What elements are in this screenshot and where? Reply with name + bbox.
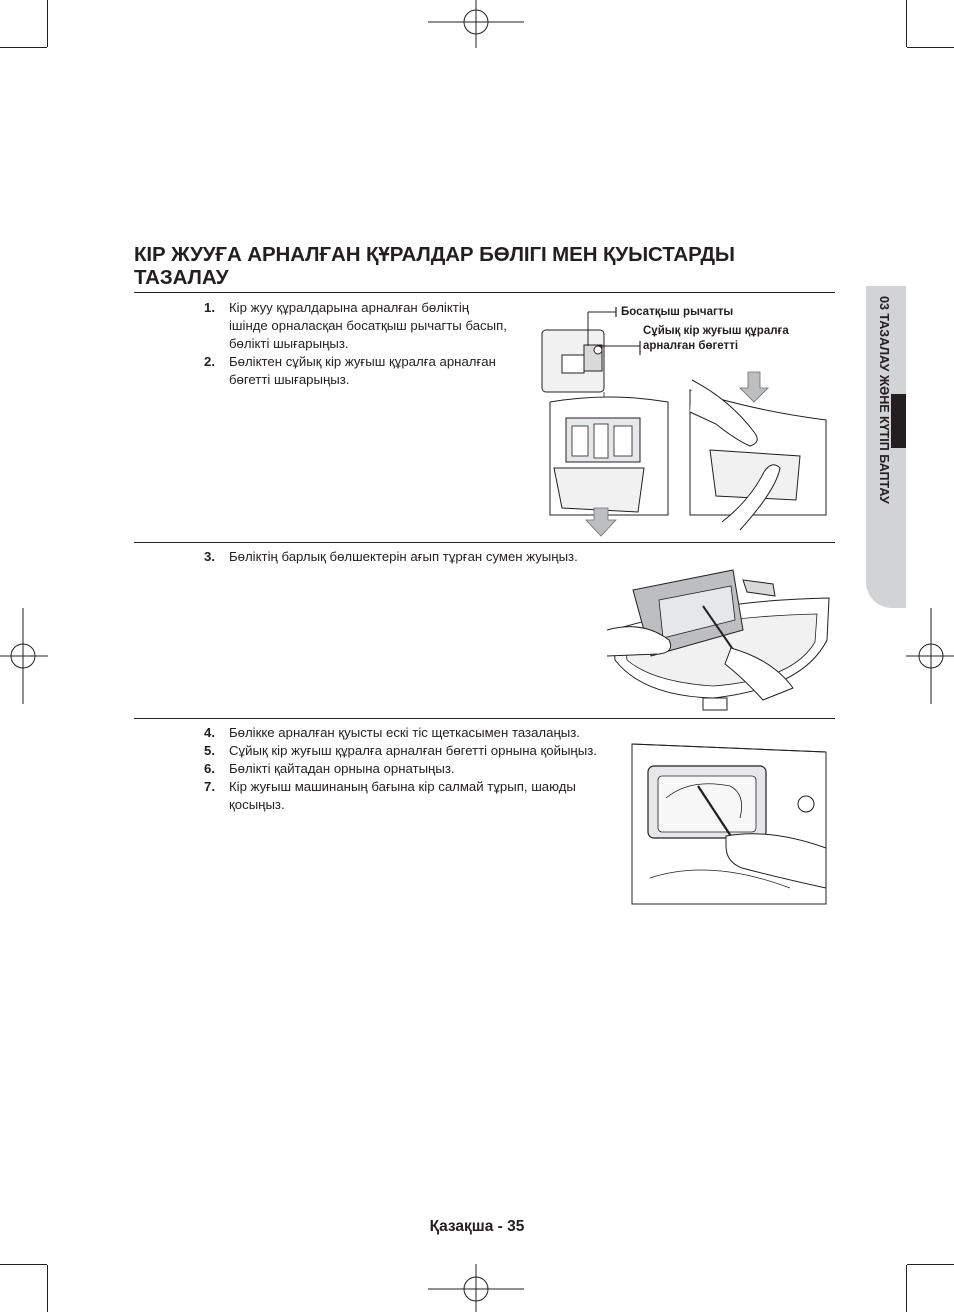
- crop-mark: [47, 1265, 48, 1312]
- step-text: Бөлікке арналған қуысты ескі тіс щеткасымен тазалаңыз.: [229, 725, 580, 740]
- step-item: [204, 548, 644, 566]
- page-footer: Қазақша - 35: [429, 1218, 525, 1235]
- registration-mark-icon: [428, 1264, 524, 1312]
- step-item: [204, 724, 604, 742]
- steps-list: [204, 724, 604, 814]
- callout-liquid-cap: [643, 324, 789, 354]
- step-number: 5.: [204, 743, 215, 758]
- step-item: [204, 760, 604, 778]
- crop-mark: [906, 1265, 907, 1312]
- step-item: [204, 353, 510, 389]
- brushing-recess-illustration: [630, 738, 830, 904]
- crop-mark: [0, 47, 47, 48]
- crop-mark: [47, 0, 48, 47]
- page-title: КІР ЖУУҒА АРНАЛҒАН ҚҰРАЛДАР БӨЛІГІ МЕН ҚУЫСТАРДЫ ТАЗАЛАУ: [134, 243, 735, 289]
- callout-liquid-cap-line: арналған бөгетті: [643, 340, 739, 352]
- registration-mark-icon: [0, 608, 48, 704]
- crop-mark: [907, 1264, 954, 1265]
- step-item: [204, 299, 510, 353]
- divider: [134, 292, 835, 293]
- step-item: [204, 778, 604, 814]
- step-text: Бөлікті қайтадан орнына орнатыңыз.: [229, 761, 455, 776]
- steps-list: [204, 548, 644, 566]
- chapter-tab-label: 03 ТАЗАЛАУ ЖӘНЕ КҮТІП БАПТАУ: [877, 296, 891, 504]
- callout-release-lever: Босатқыш рычагты: [621, 306, 734, 318]
- registration-mark-icon: [906, 608, 954, 704]
- step-number: 7.: [204, 779, 215, 794]
- step-number: 6.: [204, 761, 215, 776]
- washing-drawer-illustration: [603, 560, 833, 710]
- step-number: 1.: [204, 300, 215, 315]
- step-text: Бөліктің барлық бөлшектерін ағып тұрған сумен жуыңыз.: [229, 549, 578, 564]
- crop-mark: [907, 47, 954, 48]
- divider: [134, 718, 835, 719]
- step-item: [204, 742, 604, 760]
- registration-mark-icon: [428, 0, 524, 48]
- crop-mark: [0, 1264, 47, 1265]
- step-number: 3.: [204, 549, 215, 564]
- step-number: 4.: [204, 725, 215, 740]
- crop-mark: [906, 0, 907, 47]
- chapter-tab-marker: [891, 394, 906, 448]
- step-number: 2.: [204, 354, 215, 369]
- steps-list: [204, 299, 510, 389]
- step-text: Кір жуғыш машинаның бағына кір салмай тұрып, шаюды қосыңыз.: [229, 779, 576, 812]
- divider: [134, 542, 835, 543]
- step-text: Кір жуу құралдарына арналған бөліктің ішінде орналасқан босатқыш рычагты басып, бөлікті шығарыңыз.: [229, 300, 507, 351]
- step-text: Бөліктен сұйық кір жуғыш құралға арналған бөгетті шығарыңыз.: [229, 354, 496, 387]
- step-text: Сұйық кір жуғыш құралға арналған бөгетті орнына қойыңыз.: [229, 743, 597, 758]
- callout-liquid-cap-line: Сұйық кір жуғыш құралға: [643, 325, 789, 337]
